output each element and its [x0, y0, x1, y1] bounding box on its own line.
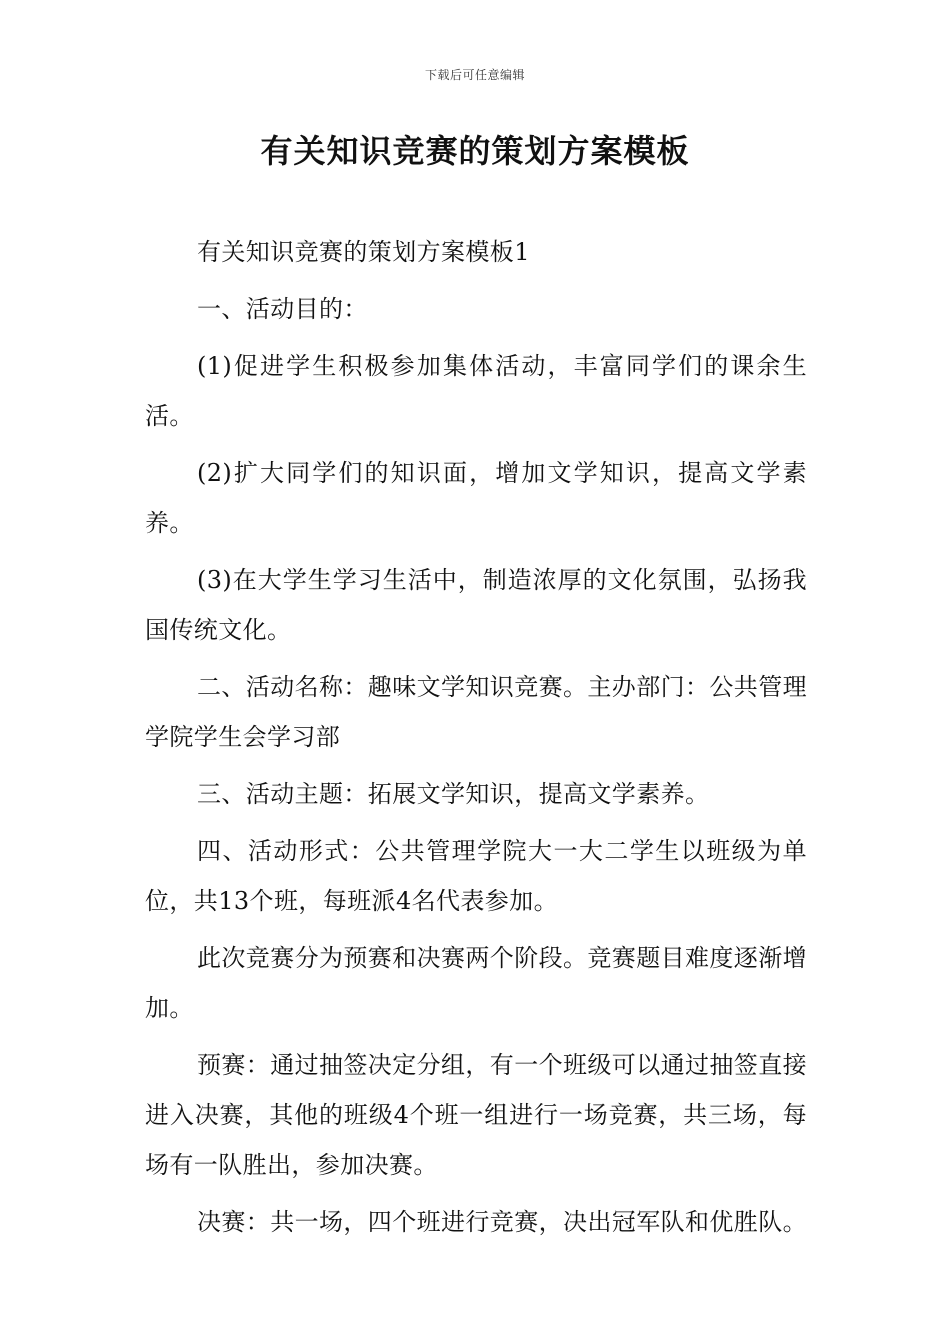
- document-title: 有关知识竞赛的策划方案模板: [260, 132, 690, 170]
- paragraph-subtitle: 有关知识竞赛的策划方案模板1: [197, 238, 530, 266]
- paragraph-final: 决赛：共一场，四个班进行竞赛，决出冠军队和优胜队。: [197, 1208, 807, 1236]
- paragraph-goal-2: (2)扩大同学们的知识面，增加文学知识，提高文学素养。: [145, 459, 807, 537]
- paragraph-section-1-heading: 一、活动目的：: [197, 295, 368, 323]
- paragraph-section-3: 三、活动主题：拓展文学知识，提高文学素养。: [197, 780, 710, 808]
- paragraph-section-4: 四、活动形式：公共管理学院大一大二学生以班级为单位，共13个班，每班派4名代表参加。: [145, 837, 807, 915]
- paragraph-goal-3: (3)在大学生学习生活中，制造浓厚的文化氛围，弘扬我国传统文化。: [145, 566, 807, 644]
- paragraph-section-2: 二、活动名称：趣味文学知识竞赛。主办部门：公共管理学院学生会学习部: [145, 673, 807, 751]
- paragraph-preliminary: 预赛：通过抽签决定分组，有一个班级可以通过抽签直接进入决赛，其他的班级4个班一组进行一场竞赛，共三场，每场有一队胜出，参加决赛。: [145, 1051, 807, 1179]
- paragraph-goal-1: (1)促进学生积极参加集体活动，丰富同学们的课余生活。: [145, 352, 807, 430]
- header-note: 下载后可任意编辑: [424, 68, 525, 82]
- document-body: [145, 227, 807, 1254]
- paragraph-stages: 此次竞赛分为预赛和决赛两个阶段。竞赛题目难度逐渐增加。: [145, 944, 807, 1022]
